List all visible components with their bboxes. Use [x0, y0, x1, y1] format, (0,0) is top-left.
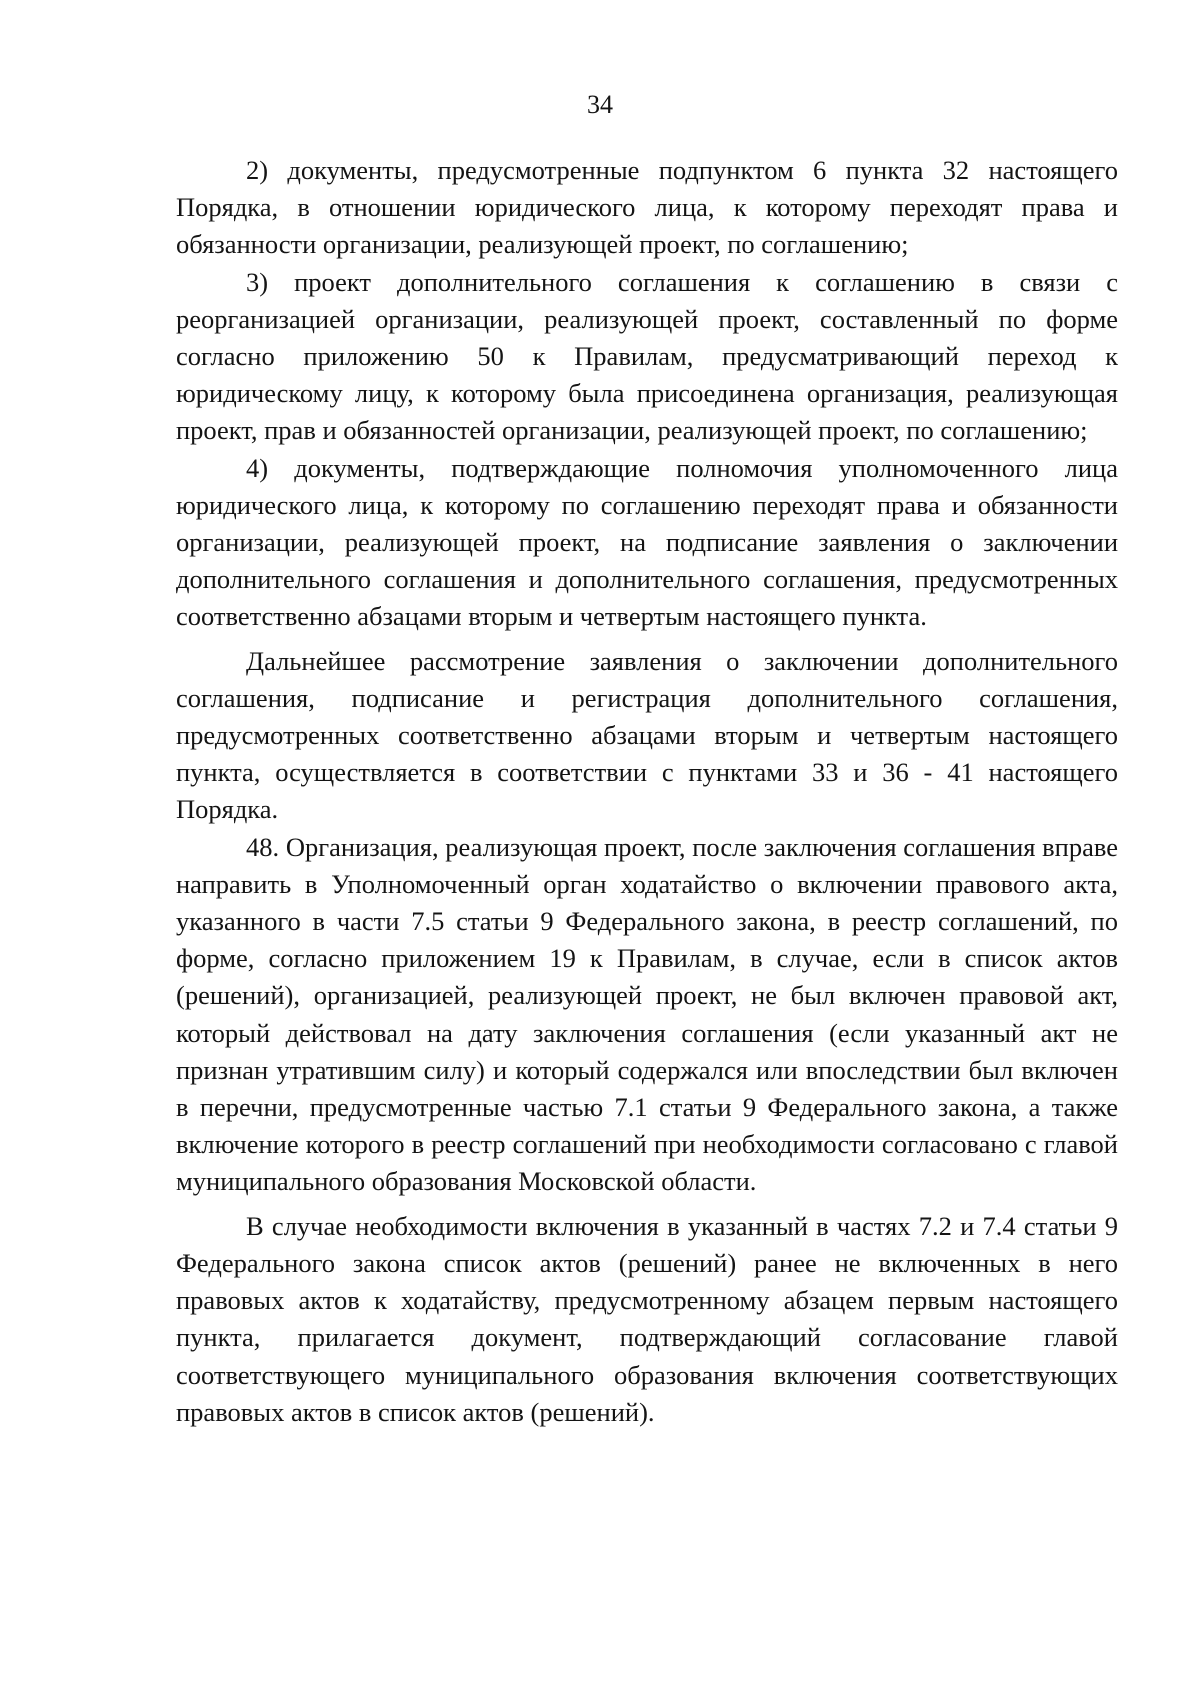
paragraph-point-48: 48. Организация, реализующая проект, после заключения соглашения вправе направить в Уполномоченный орган ходатайство о включении правового акта, указанного в части 7.5 статьи 9 Федерального закона, в реестр соглашений, по форме, согласно приложением 19 к Правилам, в случае, если в список актов (решений), организацией, реализующей проект, не был включен правовой акт, который действовал на дату заключения соглашения (если указанный акт не признан утратившим силу) и который содержался или впоследствии был включен в перечни, предусмотренные частью 7.1 статьи 9 Федерального закона, а также включение которого в реестр соглашений при необходимости согласовано с главой муниципального образования Московской области. — [176, 831, 1118, 1197]
paragraph-item-3: 3) проект дополнительного соглашения к соглашению в связи с реорганизацией организации, реализующей проект, составленный по форме согласно приложению 50 к Правилам, предусматривающий переход к юридическому лицу, к которому была присоединена организация, реализующая проект, прав и обязанностей организации, реализующей проект, по соглашению; — [176, 266, 1118, 446]
paragraph-item-2: 2) документы, предусмотренные подпунктом 6 пункта 32 настоящего Порядка, в отношении юридического лица, к которому переходят права и обязанности организации, реализующей проект, по соглашению; — [176, 155, 1118, 260]
document-body — [176, 152, 1118, 1431]
paragraph-inclusion-case: В случае необходимости включения в указанный в частях 7.2 и 7.4 статьи 9 Федерального закона список актов (решений) ранее не включенных в него правовых актов к ходатайству, предусмотренному абзацем первым настоящего пункта, прилагается документ, подтверждающий согласование главой соответствующего муниципального образования включения соответствующих правовых актов в список актов (решений). — [176, 1210, 1118, 1427]
page-number: 34 — [587, 90, 613, 119]
paragraph-further-consideration: Дальнейшее рассмотрение заявления о заключении дополнительного соглашения, подписание и регистрация дополнительного соглашения, предусмотренных соответственно абзацами вторым и четвертым настоящего пункта, осуществляется в соответствии с пунктами 33 и 36 - 41 настоящего Порядка. — [176, 645, 1118, 825]
paragraph-item-4: 4) документы, подтверждающие полномочия уполномоченного лица юридического лица, к которому по соглашению переходят права и обязанности организации, реализующей проект, на подписание заявления о заключении дополнительного соглашения и дополнительного соглашения, предусмотренных соответственно абзацами вторым и четвертым настоящего пункта. — [176, 452, 1118, 632]
